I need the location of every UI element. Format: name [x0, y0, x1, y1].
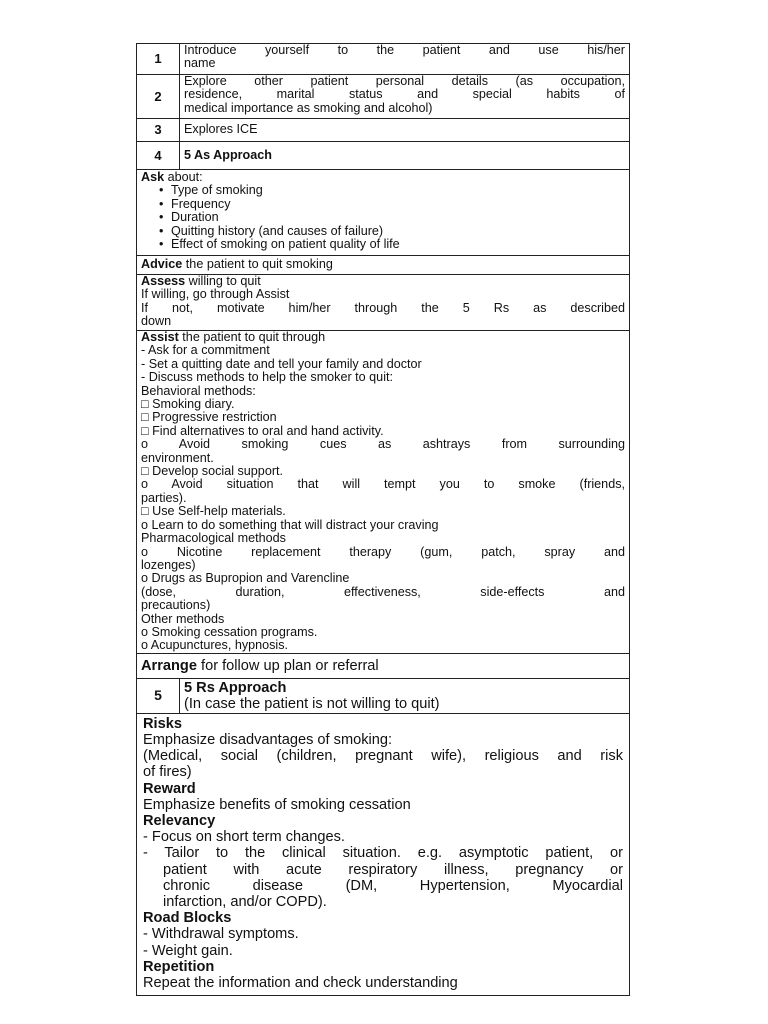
- assist-line: o Avoid situation that will tempt you to smoke (friends,: [141, 477, 625, 492]
- assist-row: [137, 331, 630, 654]
- assist-line: - Set a quitting date and tell your family and doctor: [141, 356, 422, 371]
- assist-line: □ Use Self-help materials.: [141, 504, 286, 519]
- risks-text: (Medical, social (children, pregnant wife), religious and risk: [143, 748, 623, 765]
- step-text-line: medical importance as smoking and alcohol): [184, 100, 433, 115]
- advice-text: the patient to quit smoking: [182, 257, 333, 272]
- assist-line: lozenges): [141, 557, 196, 572]
- assess-line: If not, motivate him/her through the 5 Rs as described: [141, 300, 625, 315]
- assist-line: □ Develop social support.: [141, 464, 284, 479]
- list-item: • Effect of smoking on patient quality of life: [171, 238, 625, 251]
- step-number: 4: [137, 142, 180, 170]
- assist-line: - Discuss methods to help the smoker to quit:: [141, 370, 393, 385]
- step-number: 5: [137, 678, 180, 713]
- step-row-4: [137, 142, 630, 170]
- assist-line: precautions): [141, 598, 211, 613]
- assist-line: o Drugs as Bupropion and Varencline: [141, 571, 350, 586]
- protocol-table: [136, 43, 630, 996]
- risks-text: Emphasize disadvantages of smoking:: [143, 731, 393, 748]
- step-text: [180, 75, 630, 119]
- advice-row: [137, 256, 630, 275]
- list-item: • Quitting history (and causes of failure): [171, 225, 625, 238]
- step5-subtitle: (In case the patient is not willing to quit): [184, 695, 440, 712]
- relevancy-text: infarction, and/or COPD).: [163, 893, 327, 910]
- reward-heading: Reward: [143, 780, 196, 797]
- arrange-row: [137, 653, 630, 678]
- step-text-line: name: [184, 56, 216, 71]
- relevancy-text: patient with acute respiratory illness, pregnancy or: [163, 861, 623, 878]
- step-number: 1: [137, 44, 180, 75]
- assist-line: o Acupunctures, hypnosis.: [141, 638, 289, 653]
- assist-line: o Avoid smoking cues as ashtrays from surrounding: [141, 437, 625, 452]
- ask-row: [137, 170, 630, 256]
- ask-heading: Ask: [141, 170, 165, 184]
- step-row-1: [137, 44, 630, 75]
- risks-heading: Risks: [143, 715, 182, 732]
- step-text-line: Introduce yourself to the patient and use his/her: [184, 43, 625, 57]
- step-number: 2: [137, 75, 180, 119]
- assess-line: If willing, go through Assist: [141, 287, 290, 302]
- assist-line: (dose, duration, effectiveness, side-effects and: [141, 584, 625, 599]
- list-item: • Duration: [171, 211, 625, 224]
- assist-text: the patient to quit through: [178, 330, 326, 344]
- assist-line: Pharmacological methods: [141, 531, 286, 546]
- ask-heading-rest: about:: [164, 170, 203, 184]
- assist-line: □ Progressive restriction: [141, 410, 277, 425]
- assist-line: □ Find alternatives to oral and hand activity.: [141, 423, 384, 438]
- relevancy-text: - Focus on short term changes.: [143, 829, 345, 846]
- rs-row: [137, 713, 630, 995]
- assist-line: environment.: [141, 450, 214, 465]
- list-item: • Type of smoking: [171, 184, 625, 197]
- assess-line: down: [141, 314, 172, 329]
- assist-line: parties).: [141, 490, 187, 505]
- assist-line: Other methods: [141, 611, 225, 626]
- road-blocks-text: - Weight gain.: [143, 942, 233, 959]
- assist-heading: Assist: [141, 330, 179, 344]
- relevancy-text: - Tailor to the clinical situation. e.g. asymptotic patient, or: [143, 845, 623, 862]
- step-row-2: [137, 75, 630, 119]
- step-text-line: Explore other patient personal details (as occupation,: [184, 74, 625, 88]
- assist-line: o Learn to do something that will distract your craving: [141, 517, 439, 532]
- relevancy-heading: Relevancy: [143, 812, 216, 829]
- assist-line: o Smoking cessation programs.: [141, 624, 318, 639]
- relevancy-text: chronic disease (DM, Hypertension, Myocardial: [163, 877, 623, 894]
- assist-line: o Nicotine replacement therapy (gum, patch, spray and: [141, 544, 625, 559]
- road-blocks-text: - Withdrawal symptoms.: [143, 926, 299, 943]
- risks-text: of fires): [143, 764, 192, 781]
- assess-row: [137, 275, 630, 331]
- road-blocks-heading: Road Blocks: [143, 910, 232, 927]
- step-text-line: residence, marital status and special habits of: [184, 87, 625, 102]
- assess-text: willing to quit: [185, 274, 261, 288]
- repetition-heading: Repetition: [143, 958, 215, 975]
- ask-list: [141, 184, 625, 251]
- protocol-sheet: [136, 43, 630, 996]
- step-text: Explores ICE: [180, 119, 630, 142]
- arrange-heading: Arrange: [141, 657, 197, 674]
- step-text: [180, 44, 630, 75]
- assist-line: Behavioral methods:: [141, 383, 256, 398]
- step-row-3: [137, 119, 630, 142]
- list-item: • Frequency: [171, 198, 625, 211]
- step-row-5: [137, 678, 630, 713]
- step5-title: 5 Rs Approach: [184, 679, 287, 696]
- reward-text: Emphasize benefits of smoking cessation: [143, 796, 411, 813]
- step-number: 3: [137, 119, 180, 142]
- repetition-text: Repeat the information and check understanding: [143, 975, 458, 991]
- assess-heading: Assess: [141, 274, 186, 288]
- arrange-text: for follow up plan or referral: [196, 657, 379, 674]
- assist-line: - Ask for a commitment: [141, 343, 270, 358]
- advice-heading: Advice: [141, 257, 183, 272]
- step-text: 5 As Approach: [180, 142, 630, 170]
- assist-line: □ Smoking diary.: [141, 397, 235, 412]
